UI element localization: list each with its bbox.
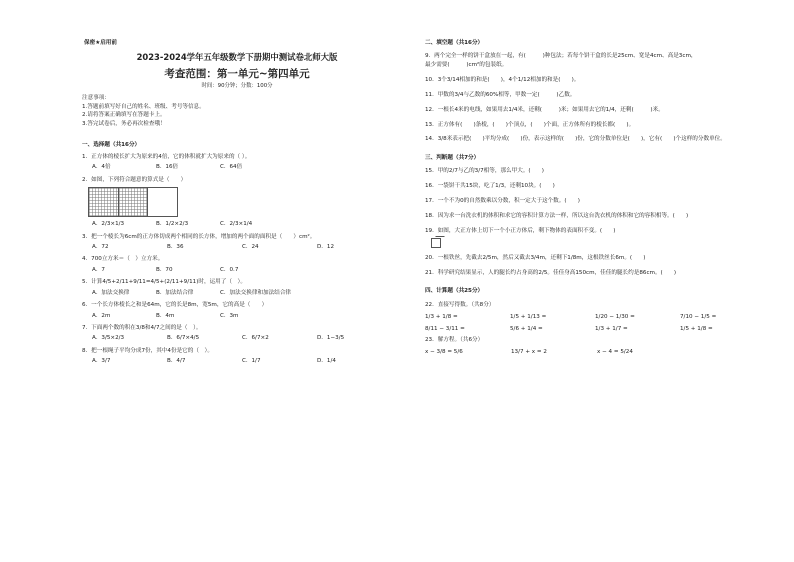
fill-13: 13．正方体有( )条棱，( )个顶点，( )个面，正方体所有的棱长都( )。 bbox=[425, 121, 635, 128]
judge-16: 16．一袋饼干共15块，吃了1/3，还剩10块。( ) bbox=[425, 183, 555, 190]
fraction-figure bbox=[88, 187, 178, 217]
section-fill: 二、填空题（共16分） bbox=[425, 40, 484, 46]
notice-line: 3.答完试卷后，务必再次检查哦！ bbox=[82, 121, 166, 128]
fill-9-cont: 最少需要( )cm²的包装纸。 bbox=[425, 61, 508, 68]
question-4: 4．700立方米＝（ ）立方米。 bbox=[82, 256, 164, 263]
notice-line: 2.请将答案正确填写在答题卡上。 bbox=[82, 112, 166, 119]
question-6: 6．一个长方体棱长之和是64m，它的长是8m，宽5m，它的高是（ ） bbox=[82, 302, 268, 309]
option[interactable]: A．7 bbox=[92, 266, 105, 273]
option[interactable]: D．1/4 bbox=[317, 358, 336, 365]
option[interactable]: C．加法交换律和加法结合律 bbox=[220, 289, 292, 296]
option[interactable]: B．16倍 bbox=[156, 164, 179, 171]
calc-row-1 bbox=[425, 314, 765, 320]
option[interactable]: B．加法结合律 bbox=[156, 289, 194, 296]
right-column bbox=[425, 36, 765, 360]
notice-block bbox=[82, 95, 392, 128]
calc-item: 5/6 + 1/4 = bbox=[510, 326, 543, 333]
judge-20: 20．一根铁丝，先截去2/5m，然后又截去3/4m，还剩下1/8m，这根铁丝长6m。( ) bbox=[425, 254, 646, 261]
judge-21: 21．科学研究结果显示，人的腿长约占身高的2/5。佳佳身高150cm，佳佳的腿长约是86cm。( ) bbox=[425, 269, 677, 276]
question-5-options bbox=[92, 290, 392, 296]
calc-item: 1/5 + 1/13 = bbox=[510, 314, 547, 321]
calc-item: 8/11 − 3/11 = bbox=[425, 326, 465, 333]
question-3: 3．把一个棱长为6cm的正方体切成两个相同的长方体，增加的两个面的面积是（ ）cm²。 bbox=[82, 233, 316, 240]
question-4-options bbox=[92, 267, 392, 273]
option[interactable]: A．72 bbox=[92, 244, 109, 251]
judge-19: 19．如图，大正方体上切下一个小正方体后，剩下物体的表面积不变。( ) bbox=[425, 227, 616, 234]
calc-item: 1/20 − 1/30 = bbox=[595, 314, 635, 321]
question-1-options bbox=[92, 164, 392, 170]
exam-subtitle: 考查范围：第一单元~第四单元 bbox=[164, 67, 310, 80]
equation-row bbox=[425, 349, 765, 355]
option[interactable]: A．2m bbox=[92, 312, 111, 319]
left-column bbox=[82, 36, 392, 371]
figure-cell-shaded bbox=[89, 188, 119, 216]
fill-14: 14．3/8米表示把( )平均分成( )份，表示这样的( )份，它的分数单位是( )，它有( )个这样的分数单位。 bbox=[425, 136, 726, 143]
option[interactable]: C．3m bbox=[220, 312, 239, 319]
calc-23: 23．解方程。（共6分） bbox=[425, 336, 484, 343]
confidential-label: 保密★启用前 bbox=[84, 40, 117, 46]
question-6-options bbox=[92, 313, 392, 319]
fill-11: 11．甲数的3/4与乙数的60%相等，甲数一定( )乙数。 bbox=[425, 91, 576, 98]
question-5: 5．计算4/5+2/11+9/11=4/5+(2/11+9/11)时，运用了（ ）。 bbox=[82, 279, 246, 286]
option[interactable]: A．3/7 bbox=[92, 358, 111, 365]
option[interactable]: B．6/7×4/5 bbox=[167, 335, 200, 342]
fill-12: 12．一根长4米的电线，如果用去1/4米，还剩( )米；如果用去它的1/4，还剩( )米。 bbox=[425, 106, 664, 113]
judge-17: 17．一个不为0的自然数乘以分数，积一定大于这个数。( ) bbox=[425, 198, 580, 205]
exam-title: 2023-2024学年五年级数学下册期中测试卷北师大版 bbox=[136, 52, 338, 62]
equation-item: x − 3/8 = 5/6 bbox=[425, 349, 463, 356]
judge-15: 15．甲的2/7与乙的3/7相等，那么甲大。( ) bbox=[425, 168, 544, 175]
option[interactable]: D．1−3/5 bbox=[317, 335, 345, 342]
option[interactable]: B．36 bbox=[167, 244, 184, 251]
option[interactable]: B．4/7 bbox=[167, 358, 186, 365]
option[interactable]: C．6/7×2 bbox=[242, 335, 269, 342]
calc-item: 1/3 + 1/7 = bbox=[595, 326, 628, 333]
fill-10: 10．3个3/14相加的和是( )，4个1/12相加的和是( )。 bbox=[425, 76, 580, 83]
question-2-options bbox=[92, 221, 392, 227]
question-8-options bbox=[92, 358, 392, 364]
section-choice: 一、选择题（共16分） bbox=[82, 141, 141, 148]
equation-item: 13/7 + x = 2 bbox=[511, 349, 547, 356]
option[interactable]: D．12 bbox=[317, 244, 335, 251]
question-7: 7．下面两个数的积在3/8和4/7之间的是（ ）。 bbox=[82, 324, 202, 331]
calc-item: 7/10 − 1/5 = bbox=[680, 314, 717, 321]
question-7-options bbox=[92, 335, 392, 341]
calc-item: 1/3 + 1/8 = bbox=[425, 314, 458, 321]
calc-22: 22．直接写得数。（共8分） bbox=[425, 301, 495, 308]
option[interactable]: B．4m bbox=[156, 312, 175, 319]
notice-line: 1.答题前填写好自己的姓名、班级、考号等信息。 bbox=[82, 103, 205, 110]
exam-meta: 时间：90分钟；分数：100分 bbox=[201, 82, 273, 89]
option[interactable]: A．加法交换律 bbox=[92, 289, 130, 296]
section-calc: 四、计算题（共25分） bbox=[425, 288, 484, 295]
notice-line: 注意事项： bbox=[82, 94, 110, 101]
question-3-options bbox=[92, 244, 392, 250]
option[interactable]: B．1/2×2/3 bbox=[156, 221, 189, 228]
figure-cell bbox=[148, 188, 177, 216]
question-2: 2．如图，下列符合题意的算式是（ ） bbox=[82, 176, 187, 183]
calc-row-2 bbox=[425, 326, 765, 332]
option[interactable]: A．4倍 bbox=[92, 164, 111, 171]
question-1: 1．正方体的棱长扩大为原来的4倍，它的体积就扩大为原来的（ ）。 bbox=[82, 153, 251, 160]
option[interactable]: B．70 bbox=[156, 266, 173, 273]
calc-item: 1/5 + 1/8 = bbox=[680, 326, 713, 333]
option[interactable]: A．3/5×2/3 bbox=[92, 335, 125, 342]
question-8: 8．把一根绳子平均分成7份，其中4份是它的（ ）。 bbox=[82, 347, 213, 354]
option[interactable]: C．24 bbox=[242, 244, 259, 251]
option[interactable]: C．64倍 bbox=[220, 164, 243, 171]
equation-item: x − 4 = 5/24 bbox=[597, 349, 633, 356]
figure-cell-shaded bbox=[119, 188, 149, 216]
fill-9: 9．两个完全一样的饼干盒放在一起，有( )种包法；若每个饼干盒的长是25cm、宽是4cm、高是3cm， bbox=[425, 53, 697, 60]
option[interactable]: C．1/7 bbox=[242, 358, 261, 365]
judge-18: 18．因为求一台洗衣机的体积和求它的容积计算方法一样，所以这台洗衣机的体积和它的容积相等。( ) bbox=[425, 213, 689, 220]
option[interactable]: C．2/3×1/4 bbox=[220, 221, 253, 228]
option[interactable]: C．0.7 bbox=[220, 266, 239, 273]
option[interactable]: A．2/3×1/3 bbox=[92, 221, 125, 228]
cube-icon bbox=[431, 238, 441, 248]
section-judge: 三、判断题（共7分） bbox=[425, 154, 480, 161]
